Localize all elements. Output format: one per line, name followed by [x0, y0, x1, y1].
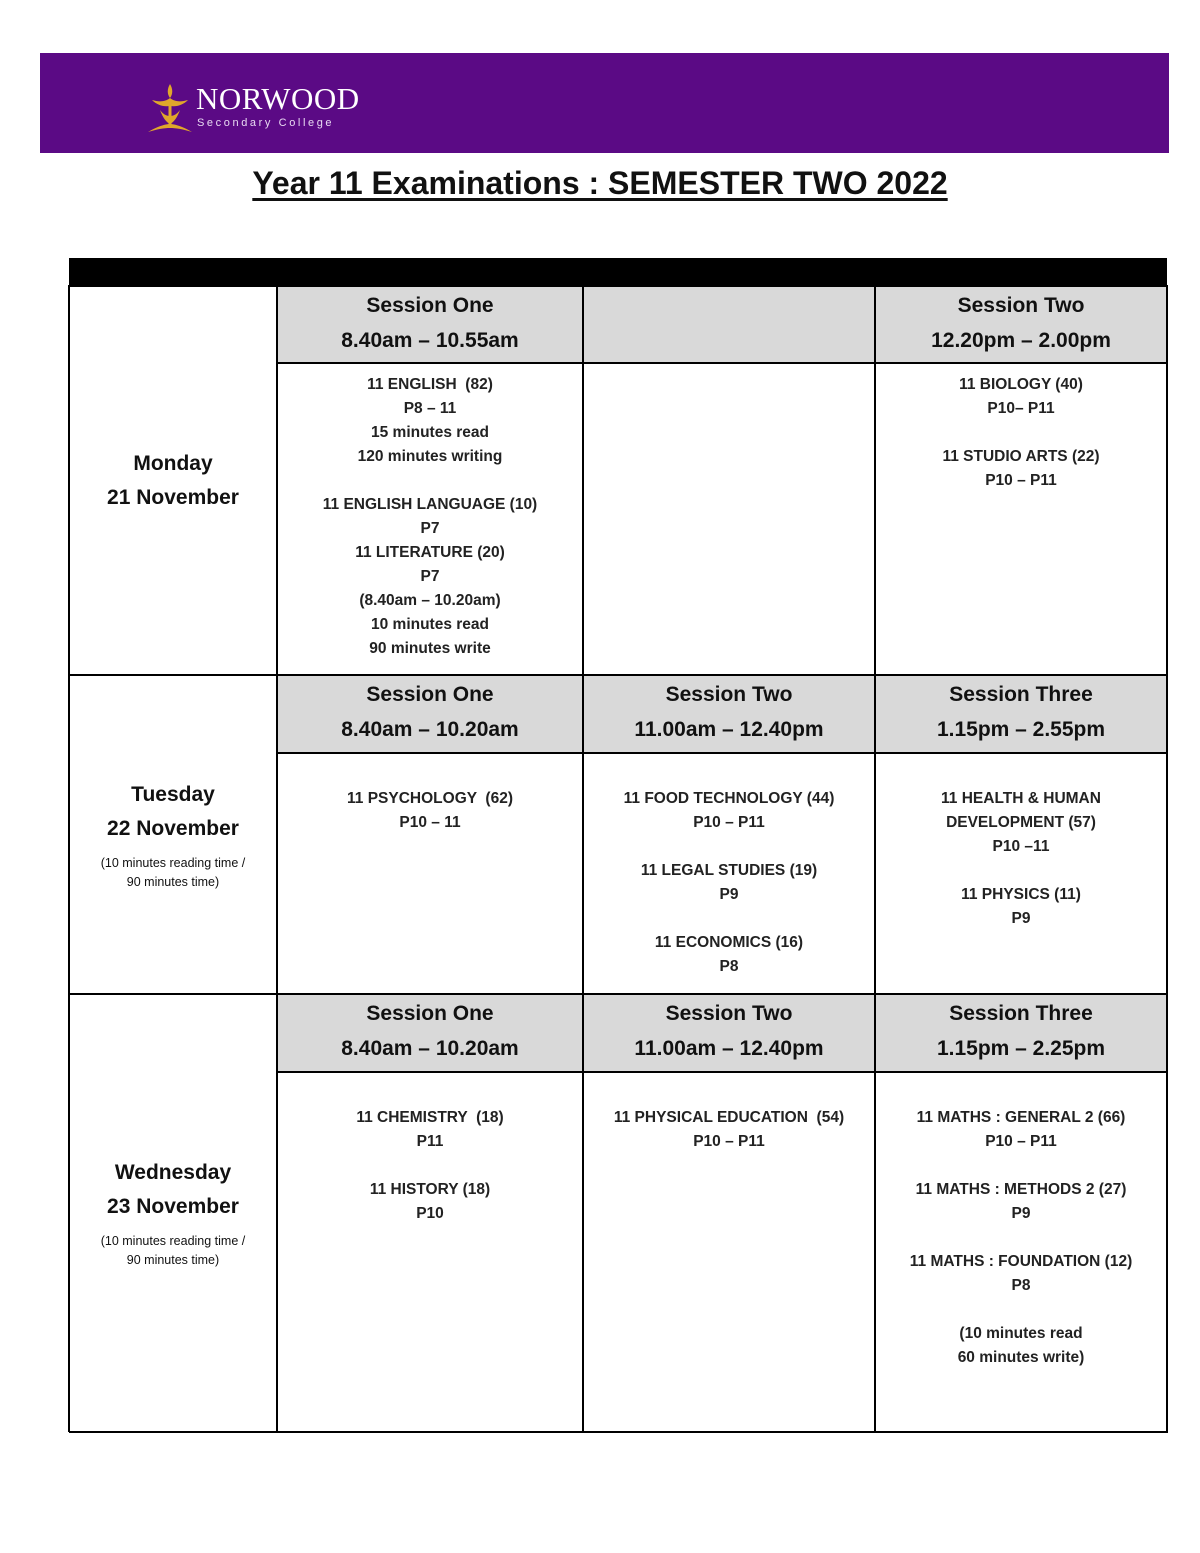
- exam-entry: [277, 1106, 583, 1154]
- session-label: Session Three: [949, 1002, 1093, 1025]
- exam-line: P8 – 11: [403, 400, 457, 417]
- table-rule: [69, 285, 1168, 287]
- exam-entry: [875, 883, 1167, 931]
- table-rule: [277, 752, 1168, 754]
- exam-line: (10 minutes read: [959, 1325, 1083, 1342]
- exam-line: P9: [1011, 1205, 1031, 1222]
- day-name: Monday: [133, 451, 213, 475]
- session-label: Session One: [366, 1002, 494, 1025]
- exam-line: P7: [420, 520, 440, 537]
- exam-line: 11 PSYCHOLOGY (62): [347, 790, 513, 807]
- exam-line: 11 ECONOMICS (16): [654, 934, 804, 951]
- session-header: [277, 286, 583, 363]
- exam-line: P8: [719, 958, 739, 975]
- exam-entry: [875, 1178, 1167, 1226]
- session-time: 8.40am – 10.20am: [341, 1037, 519, 1060]
- exam-line: P7: [420, 568, 440, 585]
- exam-line: 15 minutes read: [370, 424, 490, 441]
- day-cell: [69, 286, 277, 675]
- session-content: [583, 1106, 875, 1154]
- session-content: [875, 787, 1167, 931]
- day-name: Wednesday: [114, 1161, 232, 1184]
- exam-line: 11 PHYSICAL EDUCATION (54): [613, 1109, 845, 1126]
- exam-line: P8: [1011, 1277, 1031, 1294]
- table-rule: [69, 674, 1168, 676]
- session-content: [583, 787, 875, 979]
- exam-line: (8.40am – 10.20am): [359, 592, 501, 609]
- exam-line: P9: [1011, 910, 1031, 927]
- session-time: 1.15pm – 2.55pm: [936, 718, 1106, 741]
- exam-line: 11 CHEMISTRY (18): [356, 1109, 504, 1126]
- day-note-line: (10 minutes reading time /: [100, 855, 246, 870]
- exam-line: P10– P11: [987, 400, 1055, 417]
- table-rule: [69, 1431, 1168, 1433]
- day-note: [101, 1232, 246, 1270]
- exam-line: 11 ENGLISH LANGUAGE (10): [322, 496, 538, 513]
- school-subtitle: Secondary College: [197, 117, 335, 129]
- exam-entry: [583, 787, 875, 835]
- session-label: Session Two: [957, 293, 1085, 317]
- exam-entry: [875, 445, 1167, 493]
- session-label: Session Two: [665, 1002, 793, 1025]
- school-logo: [146, 80, 366, 136]
- exam-line: P10 – P11: [985, 1133, 1057, 1150]
- exam-line: P10 –11: [992, 838, 1050, 855]
- exam-line: 11 HISTORY (18): [369, 1181, 491, 1198]
- exam-entry: [277, 373, 583, 469]
- day-date: 22 November: [107, 816, 239, 840]
- table-rule: [69, 993, 1168, 995]
- day-cell: [69, 675, 277, 994]
- exam-entry: [583, 931, 875, 979]
- exam-line: P10 – 11: [399, 814, 461, 831]
- session-content: [277, 787, 583, 835]
- exam-entry: [875, 787, 1167, 859]
- exam-line: 11 MATHS : METHODS 2 (27): [915, 1181, 1127, 1198]
- exam-entry: [875, 1250, 1167, 1298]
- session-header: [583, 286, 875, 363]
- table-rule: [277, 1071, 1168, 1073]
- day-cell: [69, 994, 277, 1432]
- exam-entry: [875, 1322, 1167, 1370]
- session-content: [875, 1106, 1167, 1370]
- exam-line: 11 ENGLISH (82): [367, 376, 493, 393]
- session-time: 11.00am – 12.40pm: [634, 1037, 824, 1060]
- session-label: Session Two: [665, 683, 793, 706]
- session-time: 8.40am – 10.55am: [341, 328, 519, 352]
- exam-line: P9: [719, 886, 739, 903]
- session-label: Session Three: [949, 683, 1093, 706]
- session-header: [277, 675, 583, 753]
- session-header: [875, 994, 1167, 1072]
- exam-line: 90 minutes write: [369, 640, 491, 657]
- session-header: [583, 675, 875, 753]
- day-date: 21 November: [107, 485, 239, 509]
- exam-line: P10 – P11: [693, 814, 765, 831]
- table-header-bar: [69, 258, 1167, 286]
- day-note-line: 90 minutes time): [126, 1253, 220, 1267]
- exam-line: 11 LITERATURE (20): [355, 544, 505, 561]
- session-header: [583, 994, 875, 1072]
- exam-line: 11 BIOLOGY (40): [959, 376, 1083, 393]
- school-name: NORWOOD: [196, 81, 360, 116]
- exam-line: DEVELOPMENT (57): [946, 814, 1096, 831]
- session-content: [875, 373, 1167, 493]
- exam-line: 11 LEGAL STUDIES (19): [640, 862, 818, 879]
- exam-line: P10 – P11: [985, 472, 1057, 489]
- table-rule: [582, 285, 584, 1432]
- exam-line: 11 MATHS : FOUNDATION (12): [909, 1253, 1133, 1270]
- session-time: 11.00am – 12.40pm: [634, 718, 824, 741]
- exam-entry: [583, 1106, 875, 1154]
- exam-entry: [277, 787, 583, 835]
- exam-line: 60 minutes write): [957, 1349, 1085, 1366]
- exam-line: 10 minutes read: [370, 616, 490, 633]
- exam-line: P10 – P11: [693, 1133, 765, 1150]
- day-note-line: (10 minutes reading time /: [100, 1234, 246, 1248]
- session-content: [277, 1106, 583, 1226]
- exam-line: 11 STUDIO ARTS (22): [942, 448, 1100, 465]
- session-time: 12.20pm – 2.00pm: [931, 328, 1111, 352]
- exam-entry: [277, 1178, 583, 1226]
- exam-entry: [875, 1106, 1167, 1154]
- table-rule: [276, 285, 278, 1432]
- day-date: 23 November: [107, 1195, 239, 1218]
- session-header: [875, 286, 1167, 363]
- day-name: Tuesday: [131, 782, 215, 806]
- exam-line: 120 minutes writing: [357, 448, 503, 465]
- exam-line: 11 FOOD TECHNOLOGY (44): [623, 790, 835, 807]
- session-time: 1.15pm – 2.25pm: [936, 1037, 1106, 1060]
- norwood-emblem-icon: [146, 80, 194, 136]
- session-header: [277, 994, 583, 1072]
- session-label: Session One: [366, 683, 494, 706]
- table-rule: [874, 285, 876, 1432]
- day-note-line: 90 minutes time): [126, 874, 220, 889]
- page-title: Year 11 Examinations : SEMESTER TWO 2022: [252, 165, 948, 201]
- exam-line: 11 PHYSICS (11): [961, 886, 1081, 903]
- session-label: Session One: [366, 293, 494, 317]
- exam-line: P11: [416, 1133, 444, 1150]
- exam-line: 11 HEALTH & HUMAN: [941, 790, 1101, 807]
- exam-entry: [875, 373, 1167, 421]
- table-rule: [277, 362, 1168, 364]
- exam-line: P10: [416, 1205, 444, 1222]
- table-rule: [68, 285, 70, 1432]
- session-time: 8.40am – 10.20am: [341, 718, 519, 741]
- day-note: [101, 854, 246, 892]
- table-rule: [1166, 285, 1168, 1432]
- exam-entry: [583, 859, 875, 907]
- exam-line: 11 MATHS : GENERAL 2 (66): [916, 1109, 1126, 1126]
- session-content: [277, 373, 583, 661]
- exam-entry: [277, 493, 583, 661]
- session-header: [875, 675, 1167, 753]
